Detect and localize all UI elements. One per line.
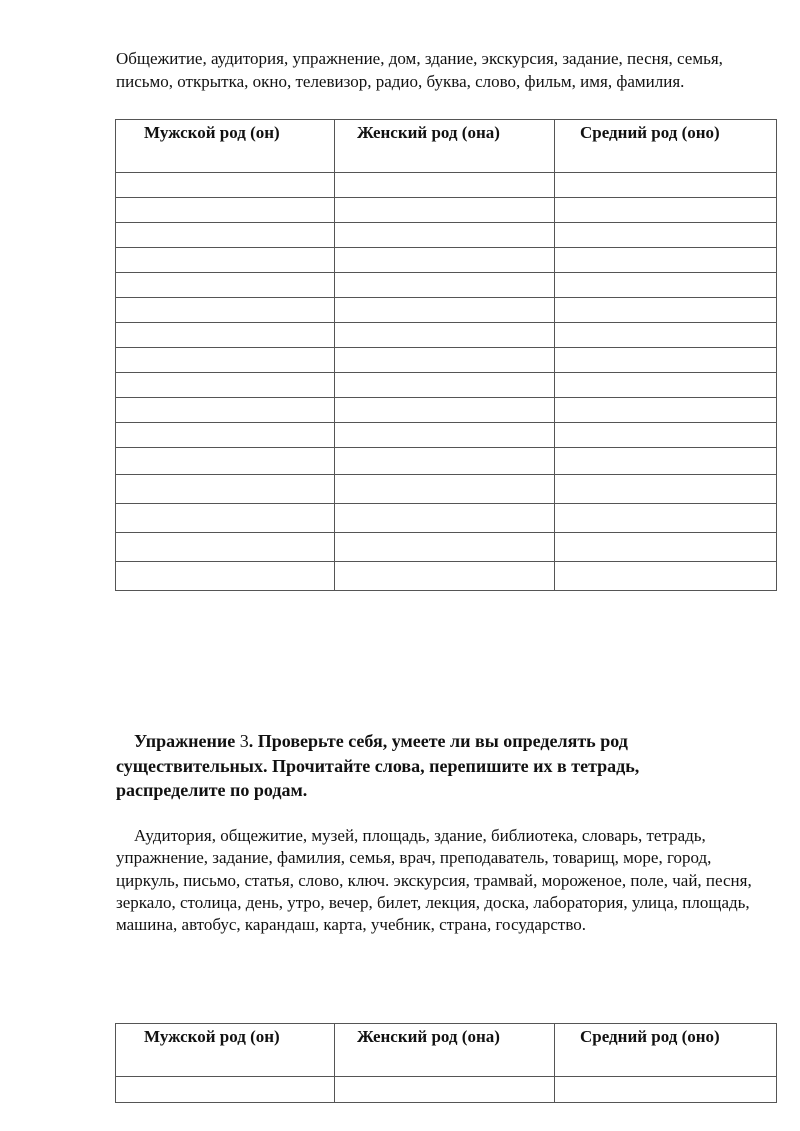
- table-row: [116, 398, 777, 423]
- table-row: [116, 373, 777, 398]
- table-row: [116, 223, 777, 248]
- table-cell: [335, 273, 555, 298]
- table-cell: [555, 562, 777, 591]
- table-cell: [116, 475, 335, 504]
- table-cell: [116, 198, 335, 223]
- word-list-2: Аудитория, общежитие, музей, площадь, здание, библиотека, словарь, тетрадь, упражнение, задание, фамилия, семья, врач, преподаватель, товарищ, море, город, циркуль, письмо, статья, слово, ключ. экскурсия, трамвай, мороженое, поле, чай, песня, зеркало, столица, день, утро, вечер, билет, лекция, доска, лаборатория, улица, площадь, машина, автобус, карандаш, карта, учебник, страна, государство.: [116, 826, 752, 935]
- table-cell: [116, 1077, 335, 1103]
- table-cell: [335, 298, 555, 323]
- table-row: [116, 504, 777, 533]
- gender-table-1: [115, 119, 777, 591]
- table-cell: [555, 248, 777, 273]
- table-cell: [335, 562, 555, 591]
- table-cell: [116, 348, 335, 373]
- table-cell: [335, 373, 555, 398]
- table-cell: [335, 533, 555, 562]
- table-row: [116, 423, 777, 448]
- table-cell: [555, 398, 777, 423]
- table-cell: [555, 373, 777, 398]
- table-cell: [116, 323, 335, 348]
- table-cell: [116, 398, 335, 423]
- table-cell: [335, 398, 555, 423]
- header-neuter: Средний род (оно): [555, 1024, 777, 1077]
- table-cell: [116, 504, 335, 533]
- word-list-1: Общежитие, аудитория, упражнение, дом, здание, экскурсия, задание, песня, семья, письмо, открытка, окно, телевизор, радио, буква, слово, фильм, имя, фамилия.: [116, 49, 723, 91]
- table-cell: [335, 1077, 555, 1103]
- table-cell: [335, 323, 555, 348]
- header-masculine: Мужской род (он): [116, 1024, 335, 1077]
- table-cell: [555, 504, 777, 533]
- table-cell: [555, 223, 777, 248]
- exercise-3-instruction: Упражнение 3. Проверьте себя, умеете ли вы определять род существительных. Прочитайте слова, перепишите их в тетрадь, распределите по родам.: [116, 731, 640, 800]
- header-feminine: Женский род (она): [335, 120, 555, 173]
- table-cell: [335, 173, 555, 198]
- table-cell: [555, 273, 777, 298]
- header-neuter: Средний род (оно): [555, 120, 777, 173]
- table-row: [116, 273, 777, 298]
- table-cell: [555, 323, 777, 348]
- table-row: [116, 198, 777, 223]
- table-cell: [335, 448, 555, 475]
- table-cell: [555, 533, 777, 562]
- table-row: [116, 1077, 777, 1103]
- table-cell: [116, 173, 335, 198]
- gender-table-2: [115, 1023, 777, 1103]
- table-cell: [555, 423, 777, 448]
- table-cell: [116, 423, 335, 448]
- table-cell: [116, 533, 335, 562]
- table-row: [116, 348, 777, 373]
- table-cell: [116, 298, 335, 323]
- table-cell: [555, 298, 777, 323]
- table-cell: [335, 248, 555, 273]
- table-cell: [335, 223, 555, 248]
- table-cell: [335, 475, 555, 504]
- table-row: [116, 448, 777, 475]
- table-cell: [335, 423, 555, 448]
- table-cell: [335, 348, 555, 373]
- table-row: [116, 475, 777, 504]
- table-cell: [555, 1077, 777, 1103]
- table-cell: [555, 348, 777, 373]
- table-cell: [116, 223, 335, 248]
- table-cell: [335, 504, 555, 533]
- table-cell: [116, 273, 335, 298]
- table-cell: [555, 173, 777, 198]
- table-cell: [555, 475, 777, 504]
- table-row: [116, 323, 777, 348]
- table-cell: [116, 562, 335, 591]
- table-row: [116, 173, 777, 198]
- table-row: [116, 533, 777, 562]
- header-masculine: Мужской род (он): [116, 120, 335, 173]
- table-cell: [116, 448, 335, 475]
- table-row: [116, 562, 777, 591]
- table-cell: [555, 448, 777, 475]
- exercise-3-label: Упражнение 3: [134, 731, 249, 751]
- table-cell: [116, 248, 335, 273]
- table-row: [116, 298, 777, 323]
- table-header-row: [116, 120, 777, 173]
- table-header-row: [116, 1024, 777, 1077]
- table-cell: [335, 198, 555, 223]
- table-cell: [116, 373, 335, 398]
- header-feminine: Женский род (она): [335, 1024, 555, 1077]
- table-cell: [555, 198, 777, 223]
- table-row: [116, 248, 777, 273]
